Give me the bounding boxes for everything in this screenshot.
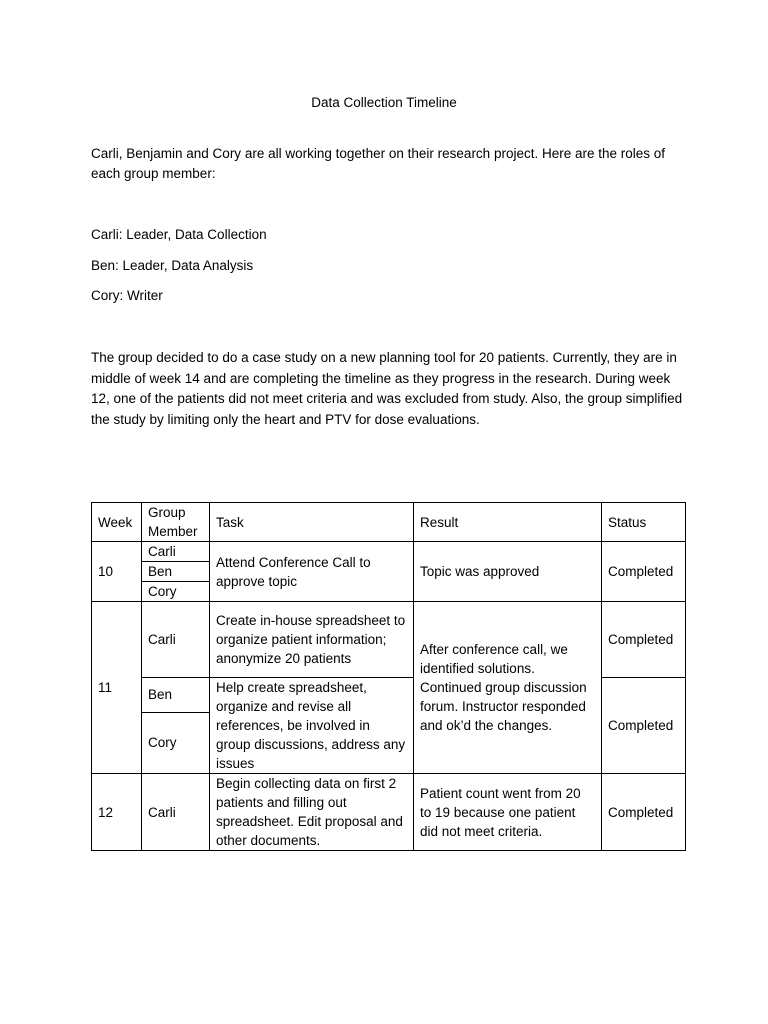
- header-week: Week: [92, 503, 142, 542]
- member-cell: Carli: [142, 602, 210, 678]
- status-cell: Completed: [602, 774, 686, 851]
- member-cell: Ben: [142, 562, 210, 582]
- header-result: Result: [414, 503, 602, 542]
- role-cory: Cory: Writer: [91, 288, 163, 303]
- header-status: Status: [602, 503, 686, 542]
- table-header-row: [92, 503, 686, 542]
- table-row: [92, 602, 686, 678]
- week-cell: 10: [92, 542, 142, 602]
- member-cell: Carli: [142, 774, 210, 851]
- task-cell: Begin collecting data on first 2 patients and filling out spreadsheet. Edit proposal and other documents.: [210, 774, 414, 851]
- document-title: Data Collection Timeline: [311, 95, 457, 110]
- task-cell: Help create spreadsheet, organize and revise all references, be involved in group discussions, address any issues: [210, 678, 414, 774]
- week-cell: 11: [92, 602, 142, 774]
- status-cell: Completed: [602, 542, 686, 602]
- role-carli: Carli: Leader, Data Collection: [91, 227, 267, 242]
- result-cell: Topic was approved: [414, 542, 602, 602]
- status-cell: Completed: [602, 602, 686, 678]
- table-row: [92, 774, 686, 851]
- member-cell: Cory: [142, 712, 210, 773]
- study-paragraph: The group decided to do a case study on a new planning tool for 20 patients. Currently, they are in middle of week 14 and are completing the timeline as they progress in the research. During week 12, one of the patients did not meet criteria and was excluded from study. Also, the group simplified the study by limiting only the heart and PTV for dose evaluations.: [91, 350, 683, 427]
- intro-paragraph: Carli, Benjamin and Cory are all working together on their research project. Here are the roles of each group member:: [91, 146, 666, 181]
- header-task: Task: [210, 503, 414, 542]
- timeline-table: [91, 502, 686, 851]
- status-cell: Completed: [602, 678, 686, 774]
- task-cell: Create in-house spreadsheet to organize patient information; anonymize 20 patients: [210, 602, 414, 678]
- member-cell: Carli: [142, 542, 210, 562]
- table-row: [92, 542, 686, 562]
- member-cell: Ben: [142, 678, 210, 713]
- task-cell: Attend Conference Call to approve topic: [210, 542, 414, 602]
- header-group-member: Group Member: [142, 503, 210, 542]
- result-cell: After conference call, we identified solutions. Continued group discussion forum. Instructor responded and ok’d the changes.: [414, 602, 602, 774]
- role-ben: Ben: Leader, Data Analysis: [91, 258, 254, 273]
- week-cell: 12: [92, 774, 142, 851]
- result-cell: Patient count went from 20 to 19 because one patient did not meet criteria.: [414, 774, 602, 851]
- member-cell: Cory: [142, 582, 210, 602]
